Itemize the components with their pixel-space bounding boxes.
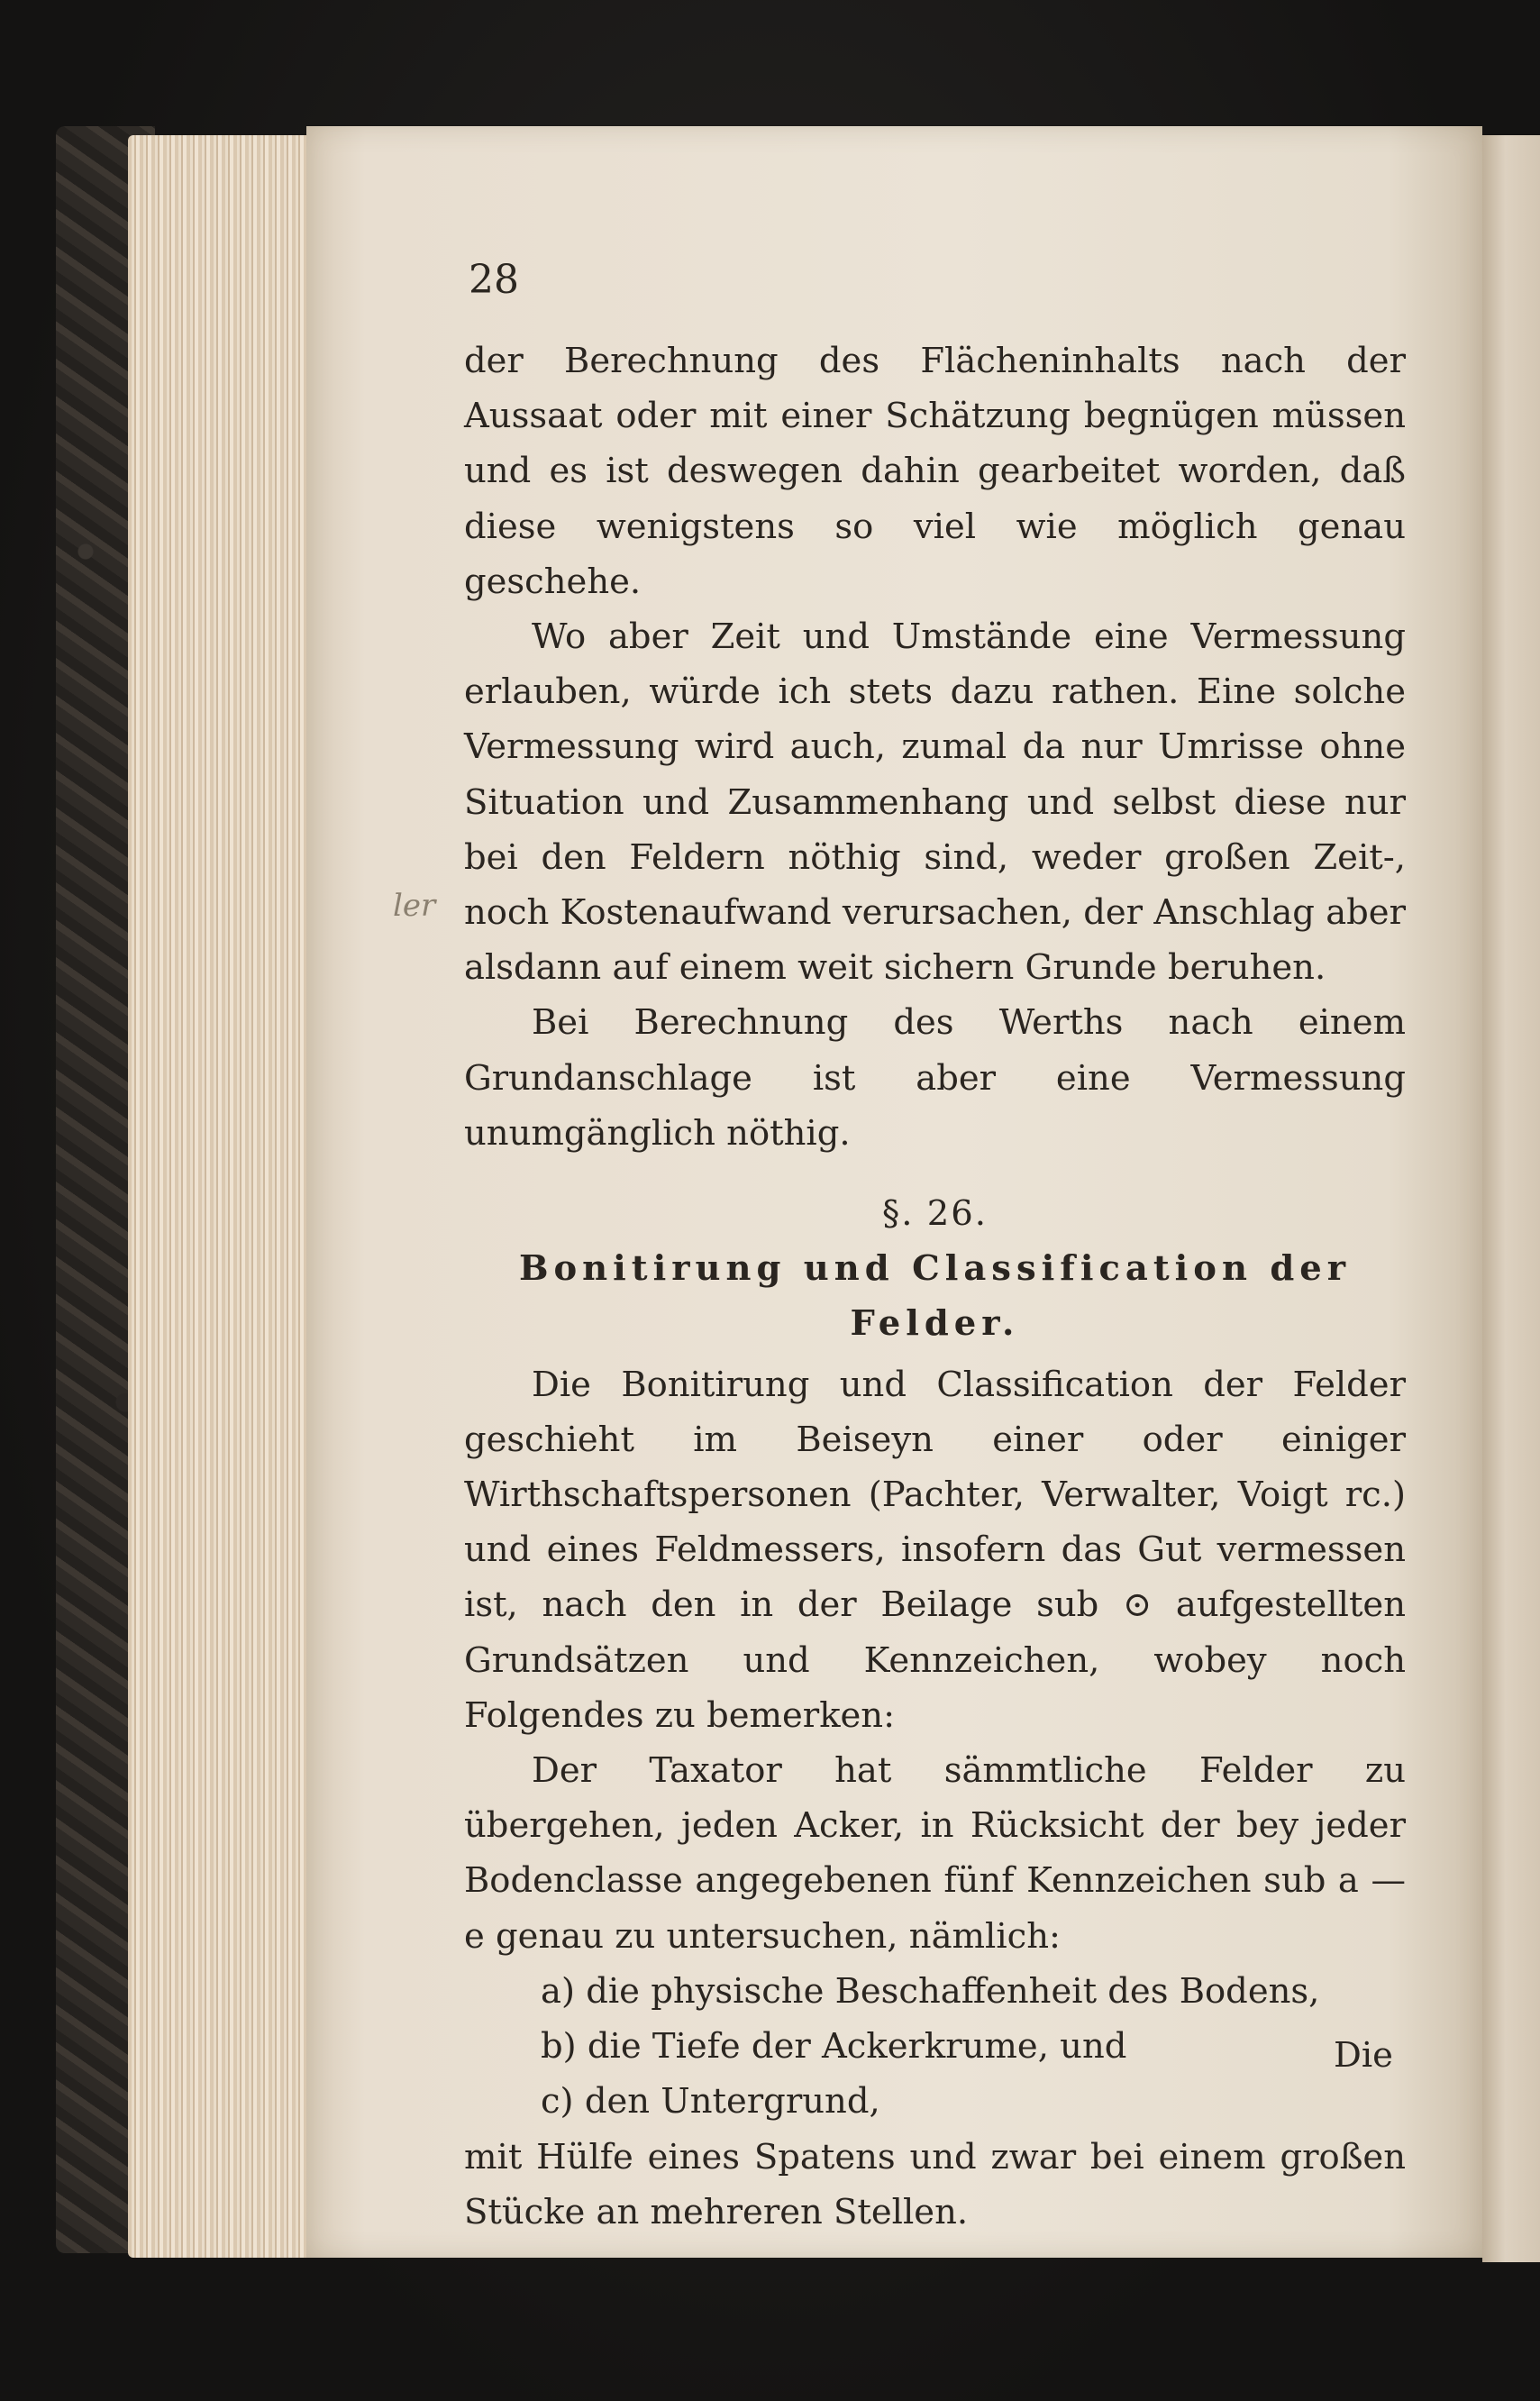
list-item: a) die physische Beschaffenheit des Bodens, xyxy=(541,1970,1320,2012)
margin-note: ler xyxy=(393,888,436,924)
list-item: b) die Tiefe der Ackerkrume, und xyxy=(541,2026,1127,2068)
paragraph: Der Taxator hat sämmtliche Felder zu übergehen, jeden Acker, in Rücksicht der bey jeder Bodenclasse angegebenen fünf Kennzeichen sub a — e genau zu untersuchen, nämlich: xyxy=(464,1750,1406,1957)
paragraph: Bei Berechnung des Werths nach einem Grundanschlage ist aber eine Vermessung unumgänglich nöthig. xyxy=(464,1002,1406,1154)
page-number: 28 xyxy=(469,257,519,303)
facing-page-edge xyxy=(1482,135,1540,2262)
page-text xyxy=(464,333,1406,2240)
section-number: §. 26. xyxy=(882,1193,988,1235)
list-item: c) den Untergrund, xyxy=(541,2081,880,2123)
paragraph: mit Hülfe eines Spatens und zwar bei einem großen Stücke an mehreren Stellen. xyxy=(464,2136,1406,2232)
paragraph: der Berechnung des Flächeninhalts nach der Aussaat oder mit einer Schätzung begnügen müssen und es ist deswegen dahin gearbeitet worden, daß diese wenigstens so viel wie möglich genau geschehe. xyxy=(464,341,1406,602)
catchword: Die xyxy=(1334,2035,1393,2076)
paragraph: Die Bonitirung und Classification der Felder geschieht im Beiseyn einer oder einiger Wirthschaftspersonen (Pachter, Verwalter, Voigt rc.) und eines Feldmessers, insofern das Gut vermessen ist, nach den in der Beilage sub ⊙ aufgestellten Grundsätzen und Kennzeichen, wobey noch Folgendes zu bemerken: xyxy=(464,1364,1406,1736)
paragraph: Wo aber Zeit und Umstände eine Vermessung erlauben, würde ich stets dazu rathen. Eine solche Vermessung wird auch, zumal da nur Umrisse ohne Situation und Zusammenhang und selbst diese nur bei den Feldern nöthig sind, weder großen Zeit-, noch Kostenaufwand verursachen, der Anschlag aber alsdann auf einem weit sichern Grunde beruhen. xyxy=(464,616,1406,989)
page-edges xyxy=(128,135,317,2258)
section-title: Bonitirung und Classification der Felder. xyxy=(518,1248,1352,1345)
